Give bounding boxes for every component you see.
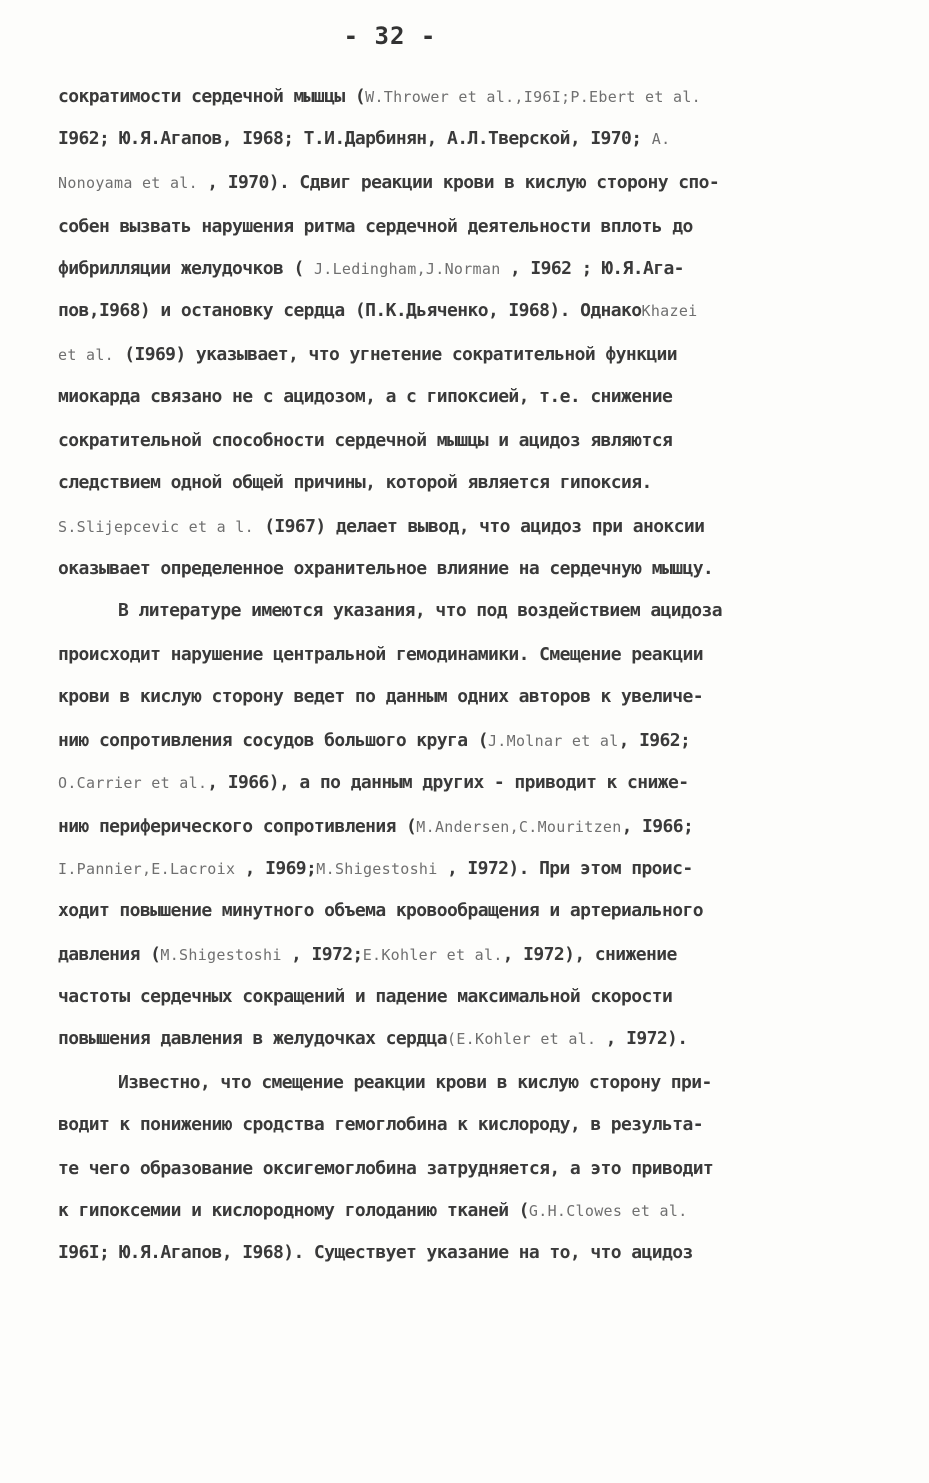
text-line (58, 1158, 878, 1182)
text-line (118, 600, 878, 624)
text-line (58, 900, 878, 924)
text-line (58, 772, 878, 796)
text-line (58, 1114, 878, 1138)
text-line (58, 516, 878, 540)
text-segment: крови в кислую сторону ведет по данным одних авторов к увеличе- (58, 686, 703, 707)
text-segment: фибрилляции желудочков ( (58, 258, 314, 279)
text-segment: оказывает определенное охранительное влияние на сердечную мышцу. (58, 558, 714, 579)
text-segment: , I972). (605, 1028, 688, 1049)
text-segment: (I969) указывает, что угнетение сократительной функции (114, 344, 678, 365)
text-segment: происходит нарушение центральной гемодинамики. Смещение реакции (58, 644, 703, 665)
text-segment: собен вызвать нарушения ритма сердечной деятельности вплоть до (58, 216, 693, 237)
citation-author: O.Carrier et al. (58, 774, 208, 792)
text-line (58, 944, 878, 968)
text-segment: повышения давления в желудочках сердца (58, 1028, 448, 1049)
text-line (58, 644, 878, 668)
text-line (58, 686, 878, 710)
text-line (58, 128, 878, 152)
text-segment: , I962 ; Ю.Я.Ага- (509, 258, 684, 279)
text-line (58, 258, 878, 282)
text-segment: сократительной способности сердечной мышцы и ацидоз являются (58, 430, 673, 451)
text-line (58, 858, 878, 882)
text-segment: нию периферического сопротивления ( (58, 816, 417, 837)
text-line (58, 344, 878, 368)
text-segment: , I966), а по данным других - приводит к сниже- (207, 772, 689, 793)
text-segment: те чего образование оксигемоглобина затрудняется, а это приводит (58, 1158, 714, 1179)
citation-author: A. (651, 130, 671, 148)
text-segment: В литературе имеются указания, что под воздействием ацидоза (118, 600, 722, 621)
citation-author: Nonoyama et al. (58, 174, 208, 192)
citation-author: J.Ledingham,J.Norman (313, 260, 510, 278)
text-line (58, 1028, 878, 1052)
text-segment: миокарда связано не с ацидозом, а с гипоксией, т.е. снижение (58, 386, 673, 407)
citation-author: S.Slijepcevic et a l. (58, 518, 254, 536)
text-segment: , I966; (621, 816, 694, 837)
citation-author: E.Kohler et al. (362, 946, 503, 964)
text-segment: давления ( (58, 944, 161, 965)
text-line (58, 1200, 878, 1224)
text-line (58, 216, 878, 240)
citation-author: M.Shigestoshi (160, 946, 292, 964)
text-segment: Известно, что смещение реакции крови в кислую сторону при- (118, 1072, 712, 1093)
text-segment: водит к понижению сродства гемоглобина к кислороду, в результа- (58, 1114, 703, 1135)
text-line (58, 86, 878, 110)
text-segment: I962; Ю.Я.Агапов, I968; Т.И.Дарбинян, А.Л.Тверской, I970; (58, 128, 652, 149)
text-segment: , I972), снижение (502, 944, 677, 965)
text-segment: , I972). При этом проис- (446, 858, 693, 879)
text-line (58, 472, 878, 496)
text-line (58, 986, 878, 1010)
text-segment: I96I; Ю.Я.Агапов, I968). Существует указание на то, что ацидоз (58, 1242, 693, 1263)
text-line (58, 816, 878, 840)
text-line (58, 558, 878, 582)
text-line (58, 386, 878, 410)
text-segment: , I972; (291, 944, 363, 965)
text-segment: следствием одной общей причины, которой является гипоксия. (58, 472, 652, 493)
text-line (58, 172, 878, 196)
text-segment: сократимости сердечной мышцы ( (58, 86, 366, 107)
citation-author: (E.Kohler et al. (447, 1030, 606, 1048)
citation-author: G.H.Clowes et al. (528, 1202, 688, 1220)
text-segment: к гипоксемии и кислородному голоданию тканей ( (58, 1200, 529, 1221)
citation-author: M.Shigestoshi (316, 860, 447, 878)
citation-author: et al. (58, 346, 114, 364)
citation-author: W.Thrower et al.,I96I;P.Ebert et al. (365, 88, 702, 106)
citation-author: M.Andersen,C.Mouritzen (416, 818, 622, 836)
text-segment: частоты сердечных сокращений и падение максимальной скорости (58, 986, 673, 1007)
text-segment: пов,I968) и остановку сердца (П.К.Дьяченко, I968). Однако (58, 300, 642, 321)
text-line (118, 1072, 878, 1096)
text-segment: ходит повышение минутного объема кровообращения и артериального (58, 900, 703, 921)
text-segment: (I967) делает вывод, что ацидоз при аноксии (253, 516, 705, 537)
citation-author: I.Pannier,E.Lacroix (58, 860, 245, 878)
text-line (58, 430, 878, 454)
text-line (58, 730, 878, 754)
text-segment: , I962; (618, 730, 691, 751)
citation-author: Khazei (641, 302, 698, 320)
text-line (58, 1242, 878, 1266)
text-segment: , I970). Сдвиг реакции крови в кислую сторону спо- (207, 172, 720, 193)
text-segment: нию сопротивления сосудов большого круга ( (58, 730, 488, 751)
citation-author: J.Molnar et al (487, 732, 619, 750)
text-line (58, 300, 878, 324)
text-segment: , I969; (244, 858, 317, 879)
page-number: - 32 - (343, 22, 437, 50)
